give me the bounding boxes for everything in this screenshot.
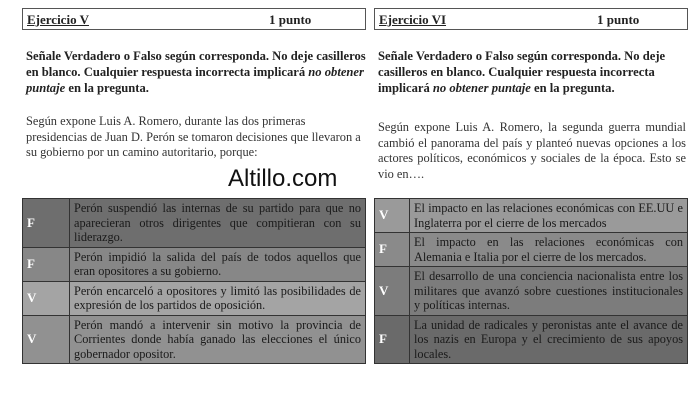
- table-row: [375, 233, 688, 267]
- exercise-v-title: Ejercicio V: [27, 12, 89, 27]
- exercise-v-prompt: Según expone Luis A. Romero, durante las dos primeras presidencias de Juan D. Perón se tomaron decisiones que llevaron a su gobierno por un camino autoritario, porque:: [26, 114, 361, 159]
- table-row: [23, 281, 366, 315]
- table-row: [375, 267, 688, 316]
- statement-text: El desarrollo de una conciencia nacionalista entre los militares que avanzó sobre cuestiones institucionales y políticas internas.: [410, 267, 688, 316]
- instructions-text: Señale Verdadero o Falso según corresponda. No deje casilleros en blanco. Cualquier respuesta incorrecta implicará: [378, 49, 666, 95]
- watermark: Altillo.com: [228, 165, 338, 192]
- table-row: [23, 315, 366, 364]
- answer-mark: F: [375, 315, 410, 364]
- statement-text: La unidad de radicales y peronistas ante el avance de los nazis en Europa y el crecimiento de sus apoyos locales.: [410, 315, 688, 364]
- answer-mark: F: [23, 199, 70, 248]
- answer-mark: V: [23, 281, 70, 315]
- exercise-vi-answers-table: [374, 198, 688, 364]
- exercise-v-instructions: [26, 48, 366, 96]
- exercise-v-answers-table: [22, 198, 366, 364]
- statement-text: El impacto en las relaciones económicas con Alemania e Italia por el cierre de los mercados.: [410, 233, 688, 267]
- instructions-emphasis: no obtener puntaje: [26, 65, 364, 95]
- table-row: [375, 315, 688, 364]
- table-row: [23, 199, 366, 248]
- exercise-vi-header: [374, 8, 688, 30]
- answer-mark: F: [375, 233, 410, 267]
- answer-mark: V: [23, 315, 70, 364]
- instructions-text-end: en la pregunta.: [530, 81, 615, 95]
- exercise-v-header: [22, 8, 366, 30]
- statement-text: Perón mandó a intervenir sin motivo la provincia de Corrientes donde había ganado las elecciones el único gobernador opositor.: [70, 315, 366, 364]
- exercise-vi-prompt: Según expone Luis A. Romero, la segunda guerra mundial cambió el panorama del país y planteó nuevas opciones a los actores políticos, económicos y sociales de la época. Esto se vio en….: [378, 120, 686, 181]
- table-row: [23, 247, 366, 281]
- statement-text: Perón impidió la salida del país de todos aquellos que eran opositores a su gobierno.: [70, 247, 366, 281]
- exercise-vi-points: 1 punto: [597, 12, 640, 27]
- statement-text: Perón encarceló a opositores y limitó las posibilidades de expresión de los partidos de oposición.: [70, 281, 366, 315]
- exercise-vi-title: Ejercicio VI: [379, 12, 447, 27]
- answer-mark: V: [375, 267, 410, 316]
- table-row: [375, 199, 688, 233]
- statement-text: Perón suspendió las internas de su partido para que no aparecieran otros dirigentes que compitieran con su liderazgo.: [70, 199, 366, 248]
- statement-text: El impacto en las relaciones económicas con EE.UU e Inglaterra por el cierre de los mercados: [410, 199, 688, 233]
- answer-mark: V: [375, 199, 410, 233]
- instructions-text: Señale Verdadero o Falso según corresponda. No deje casilleros en blanco. Cualquier respuesta incorrecta implicará: [26, 49, 366, 79]
- instructions-text-end: en la pregunta.: [65, 81, 149, 95]
- answer-mark: F: [23, 247, 70, 281]
- exercise-v-points: 1 punto: [269, 12, 312, 27]
- exercise-vi-instructions: [378, 48, 688, 96]
- instructions-emphasis: no obtener puntaje: [432, 81, 531, 95]
